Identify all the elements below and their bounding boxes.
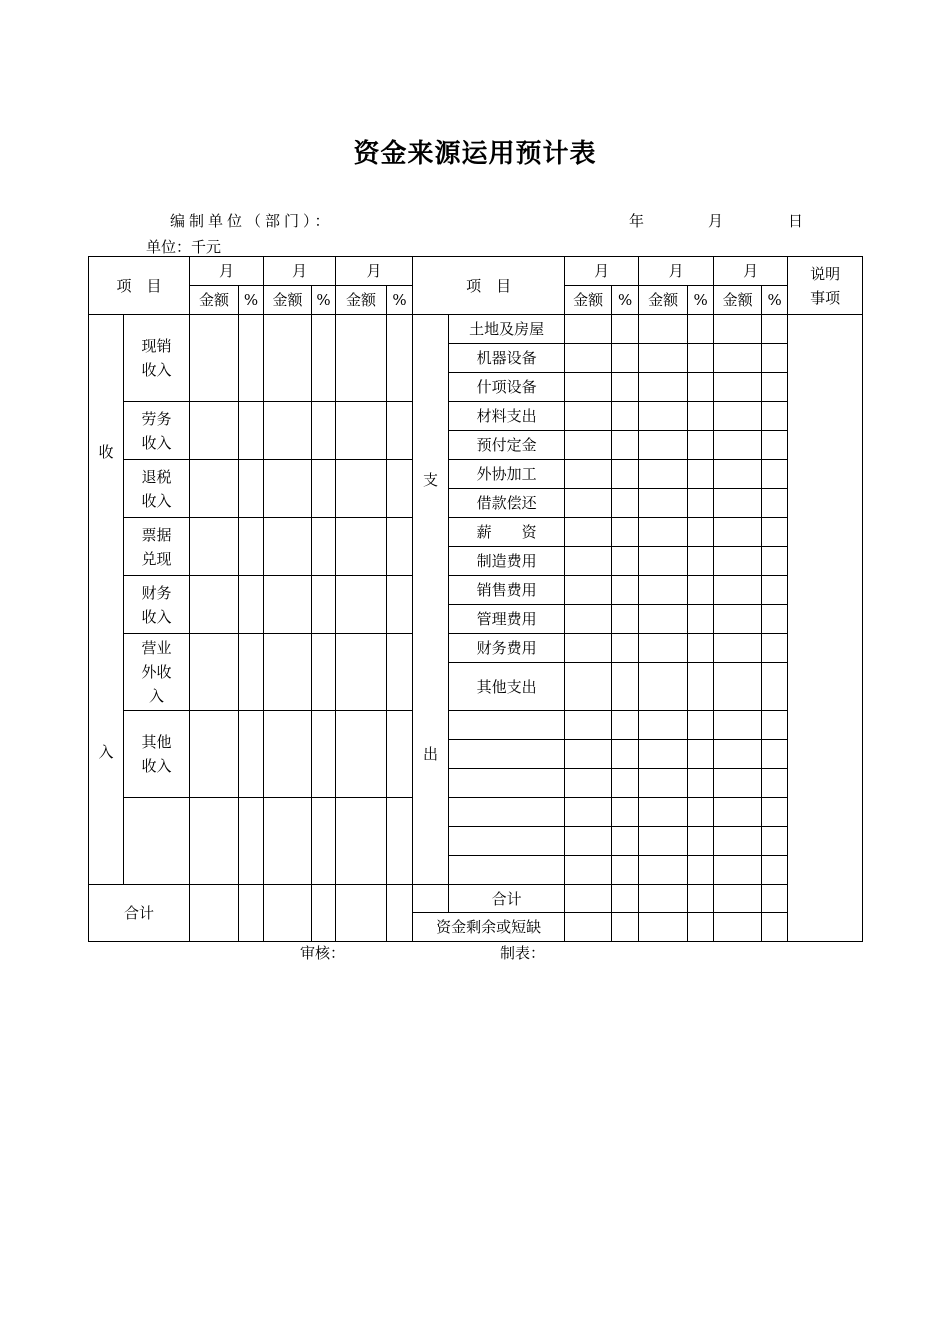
income-cell xyxy=(239,798,264,885)
income-cell xyxy=(387,711,413,798)
expense-cell xyxy=(688,460,714,489)
expense-month-header-3: 月 xyxy=(714,257,788,286)
expense-cell xyxy=(714,344,762,373)
expense-item-header: 项 目 xyxy=(413,257,565,315)
expense-cell xyxy=(612,827,639,856)
expense-cell xyxy=(714,576,762,605)
income-item-5 xyxy=(124,576,190,634)
expense-cell xyxy=(714,798,762,827)
expense-cell xyxy=(639,402,688,431)
expense-side-top: 支 xyxy=(423,470,439,489)
balance-cell xyxy=(688,913,714,942)
expense-blank-item xyxy=(449,798,565,827)
expense-cell xyxy=(714,769,762,798)
expense-cell xyxy=(565,663,612,711)
amount-header: 金额 xyxy=(565,286,612,315)
expense-total-cell xyxy=(612,885,639,913)
expense-cell xyxy=(612,373,639,402)
expense-item-6: 外协加工 xyxy=(449,460,565,489)
income-cell xyxy=(387,576,413,634)
income-total-label: 合计 xyxy=(89,885,190,942)
income-cell xyxy=(336,460,387,518)
expense-item-1: 土地及房屋 xyxy=(449,315,565,344)
income-cell xyxy=(312,798,336,885)
expense-item-4: 材料支出 xyxy=(449,402,565,431)
expense-cell xyxy=(612,663,639,711)
expense-item-3: 什项设备 xyxy=(449,373,565,402)
expense-cell xyxy=(612,798,639,827)
expense-cell xyxy=(612,740,639,769)
expense-cell xyxy=(639,315,688,344)
expense-cell xyxy=(688,798,714,827)
expense-cell xyxy=(714,740,762,769)
income-item-text: 现销 xyxy=(141,337,172,355)
income-cell xyxy=(336,634,387,711)
income-cell xyxy=(190,315,239,402)
income-cell xyxy=(190,634,239,711)
amount-header: 金额 xyxy=(714,286,762,315)
expense-cell xyxy=(714,431,762,460)
expense-total-cell xyxy=(714,885,762,913)
expense-cell xyxy=(565,344,612,373)
income-item-text: 票据 xyxy=(141,525,172,544)
expense-cell xyxy=(639,711,688,740)
expense-cell xyxy=(688,547,714,576)
remark-header xyxy=(788,257,863,315)
percent-header: % xyxy=(312,286,336,315)
year-label: 年 xyxy=(629,212,645,230)
income-cell xyxy=(264,711,312,798)
expense-cell xyxy=(688,711,714,740)
expense-cell xyxy=(639,431,688,460)
expense-cell xyxy=(714,663,762,711)
income-cell xyxy=(264,576,312,634)
expense-cell xyxy=(762,402,788,431)
expense-item-9: 制造费用 xyxy=(449,547,565,576)
income-side-label xyxy=(89,315,124,885)
income-cell xyxy=(239,634,264,711)
expense-cell xyxy=(688,402,714,431)
income-item-1 xyxy=(124,315,190,402)
expense-cell xyxy=(565,489,612,518)
income-cell xyxy=(336,711,387,798)
expense-cell xyxy=(762,769,788,798)
income-total-cell xyxy=(312,885,336,942)
page-title: 资金来源运用预计表 xyxy=(353,139,597,169)
income-cell xyxy=(312,634,336,711)
expense-cell xyxy=(762,460,788,489)
expense-cell xyxy=(612,769,639,798)
income-item-text: 收入 xyxy=(141,757,172,775)
expense-item-7: 借款偿还 xyxy=(449,489,565,518)
income-cell xyxy=(312,518,336,576)
expense-cell xyxy=(714,856,762,885)
income-cell xyxy=(264,518,312,576)
expense-item-8: 薪 资 xyxy=(449,518,565,547)
expense-cell xyxy=(612,576,639,605)
balance-label: 资金剩余或短缺 xyxy=(413,913,565,942)
expense-cell xyxy=(612,711,639,740)
expense-cell xyxy=(565,605,612,634)
expense-blank-item xyxy=(449,856,565,885)
balance-cell xyxy=(612,913,639,942)
expense-cell xyxy=(612,547,639,576)
income-blank-item xyxy=(124,798,190,885)
amount-header: 金额 xyxy=(190,286,239,315)
income-item-text: 收入 xyxy=(141,491,172,510)
income-side-top: 收 xyxy=(98,442,114,461)
expense-cell xyxy=(565,769,612,798)
income-total-cell xyxy=(264,885,312,942)
expense-cell xyxy=(612,856,639,885)
expense-cell xyxy=(565,711,612,740)
income-cell xyxy=(312,315,336,402)
income-cell xyxy=(239,402,264,460)
percent-header: % xyxy=(387,286,413,315)
balance-cell xyxy=(762,913,788,942)
expense-item-10: 销售费用 xyxy=(449,576,565,605)
expense-item-11: 管理费用 xyxy=(449,605,565,634)
expense-side-label xyxy=(413,315,449,885)
expense-total-label: 合计 xyxy=(449,885,565,913)
expense-cell xyxy=(565,373,612,402)
income-total-cell xyxy=(336,885,387,942)
expense-cell xyxy=(565,856,612,885)
expense-cell xyxy=(688,740,714,769)
expense-cell xyxy=(612,518,639,547)
income-item-text: 外收 xyxy=(141,663,172,681)
income-cell xyxy=(190,518,239,576)
expense-cell xyxy=(688,827,714,856)
income-month-header-3: 月 xyxy=(336,257,413,286)
expense-item-5: 预付定金 xyxy=(449,431,565,460)
income-item-text: 其他 xyxy=(141,733,172,751)
expense-cell xyxy=(565,740,612,769)
expense-cell xyxy=(688,489,714,518)
expense-cell xyxy=(565,576,612,605)
income-item-text: 收入 xyxy=(141,607,172,626)
income-cell xyxy=(336,402,387,460)
remark-header-line-2: 事项 xyxy=(810,288,841,307)
expense-cell xyxy=(612,431,639,460)
income-cell xyxy=(190,711,239,798)
expense-cell xyxy=(565,460,612,489)
expense-cell xyxy=(565,634,612,663)
expense-cell xyxy=(565,547,612,576)
income-item-text: 收入 xyxy=(141,361,172,379)
expense-cell xyxy=(714,547,762,576)
expense-cell xyxy=(639,663,688,711)
amount-header: 金额 xyxy=(264,286,312,315)
expense-cell xyxy=(565,798,612,827)
income-cell xyxy=(239,711,264,798)
prepare-label: 制表： xyxy=(500,944,546,962)
month-label: 月 xyxy=(708,212,724,230)
income-cell xyxy=(239,518,264,576)
income-cell xyxy=(387,315,413,402)
expense-cell xyxy=(639,769,688,798)
income-item-text: 收入 xyxy=(141,433,172,452)
expense-cell xyxy=(688,856,714,885)
income-cell xyxy=(312,711,336,798)
expense-cell xyxy=(612,605,639,634)
expense-cell xyxy=(639,856,688,885)
expense-cell xyxy=(688,769,714,798)
income-cell xyxy=(190,460,239,518)
expense-cell xyxy=(612,315,639,344)
expense-cell xyxy=(565,315,612,344)
expense-cell xyxy=(688,315,714,344)
balance-cell xyxy=(639,913,688,942)
income-item-text: 营业 xyxy=(141,639,172,657)
income-month-header-2: 月 xyxy=(264,257,336,286)
expense-cell xyxy=(714,373,762,402)
expense-cell xyxy=(762,827,788,856)
income-item-text: 兑现 xyxy=(141,549,172,568)
income-total-cell xyxy=(190,885,239,942)
expense-blank-item xyxy=(449,827,565,856)
amount-header: 金额 xyxy=(639,286,688,315)
expense-item-2: 机器设备 xyxy=(449,344,565,373)
income-cell xyxy=(264,798,312,885)
expense-cell xyxy=(639,460,688,489)
income-cell xyxy=(264,460,312,518)
income-item-3 xyxy=(124,460,190,518)
expense-month-header-1: 月 xyxy=(565,257,639,286)
income-cell xyxy=(387,798,413,885)
expense-cell xyxy=(565,431,612,460)
income-cell xyxy=(336,576,387,634)
income-cell xyxy=(312,402,336,460)
income-side-bottom: 入 xyxy=(98,742,114,761)
income-item-4 xyxy=(124,518,190,576)
expense-cell xyxy=(688,576,714,605)
percent-header: % xyxy=(239,286,264,315)
income-item-text: 财务 xyxy=(141,583,172,602)
expense-cell xyxy=(762,856,788,885)
expense-cell xyxy=(639,605,688,634)
income-cell xyxy=(190,576,239,634)
remark-cell xyxy=(788,315,863,942)
expense-cell xyxy=(714,605,762,634)
income-cell xyxy=(336,518,387,576)
expense-cell xyxy=(714,634,762,663)
expense-cell xyxy=(639,576,688,605)
income-item-text: 退税 xyxy=(141,467,172,486)
expense-cell xyxy=(762,518,788,547)
expense-total-cell xyxy=(762,885,788,913)
income-item-6 xyxy=(124,634,190,711)
income-cell xyxy=(312,460,336,518)
expense-cell xyxy=(688,605,714,634)
expense-cell xyxy=(639,344,688,373)
expense-cell xyxy=(639,489,688,518)
expense-cell xyxy=(714,827,762,856)
expense-total-cell xyxy=(639,885,688,913)
expense-cell xyxy=(565,827,612,856)
expense-cell xyxy=(714,518,762,547)
expense-cell xyxy=(688,373,714,402)
income-cell xyxy=(387,634,413,711)
expense-blank-item xyxy=(449,711,565,740)
percent-header: % xyxy=(612,286,639,315)
amount-header: 金额 xyxy=(336,286,387,315)
expense-cell xyxy=(762,431,788,460)
remark-header-line-1: 说明 xyxy=(810,264,841,283)
expense-cell xyxy=(612,460,639,489)
income-cell xyxy=(336,798,387,885)
expense-cell xyxy=(762,344,788,373)
expense-cell xyxy=(688,634,714,663)
income-month-header-1: 月 xyxy=(190,257,264,286)
expense-cell xyxy=(762,634,788,663)
expense-cell xyxy=(714,402,762,431)
income-cell xyxy=(239,576,264,634)
expense-side-tail xyxy=(413,885,449,913)
income-item-text: 入 xyxy=(149,687,165,705)
income-cell xyxy=(264,315,312,402)
expense-cell xyxy=(688,663,714,711)
expense-cell xyxy=(565,402,612,431)
expense-cell xyxy=(762,740,788,769)
expense-cell xyxy=(612,402,639,431)
expense-cell xyxy=(762,315,788,344)
expense-month-header-2: 月 xyxy=(639,257,714,286)
expense-total-cell xyxy=(565,885,612,913)
expense-item-13: 其他支出 xyxy=(449,663,565,711)
income-cell xyxy=(239,460,264,518)
expense-cell xyxy=(714,315,762,344)
expense-cell xyxy=(762,547,788,576)
expense-blank-item xyxy=(449,740,565,769)
expense-cell xyxy=(762,576,788,605)
percent-header: % xyxy=(688,286,714,315)
dept-label: 编制单位（部门）： xyxy=(170,212,334,230)
income-total-cell xyxy=(239,885,264,942)
unit-label: 单位：千元 xyxy=(146,238,222,256)
expense-cell xyxy=(612,344,639,373)
income-cell xyxy=(387,518,413,576)
income-total-cell xyxy=(387,885,413,942)
expense-total-cell xyxy=(688,885,714,913)
income-item-header: 项 目 xyxy=(89,257,190,315)
income-cell xyxy=(336,315,387,402)
income-cell xyxy=(387,460,413,518)
expense-side-bottom: 出 xyxy=(423,744,439,763)
expense-cell xyxy=(762,798,788,827)
expense-cell xyxy=(688,518,714,547)
expense-cell xyxy=(688,344,714,373)
expense-cell xyxy=(639,518,688,547)
income-cell xyxy=(264,634,312,711)
expense-cell xyxy=(762,605,788,634)
expense-cell xyxy=(762,373,788,402)
review-label: 审核： xyxy=(300,944,346,962)
expense-cell xyxy=(762,711,788,740)
expense-cell xyxy=(688,431,714,460)
expense-cell xyxy=(714,460,762,489)
expense-cell xyxy=(714,489,762,518)
expense-cell xyxy=(612,489,639,518)
balance-cell xyxy=(565,913,612,942)
expense-cell xyxy=(639,798,688,827)
expense-cell xyxy=(639,547,688,576)
income-cell xyxy=(264,402,312,460)
expense-cell xyxy=(565,518,612,547)
expense-cell xyxy=(639,740,688,769)
income-cell xyxy=(190,798,239,885)
income-item-text: 劳务 xyxy=(141,409,172,428)
expense-cell xyxy=(762,489,788,518)
expense-cell xyxy=(762,663,788,711)
percent-header: % xyxy=(762,286,788,315)
expense-cell xyxy=(714,711,762,740)
expense-cell xyxy=(612,634,639,663)
expense-cell xyxy=(639,634,688,663)
income-cell xyxy=(387,402,413,460)
balance-cell xyxy=(714,913,762,942)
expense-cell xyxy=(639,827,688,856)
income-item-2 xyxy=(124,402,190,460)
expense-item-12: 财务费用 xyxy=(449,634,565,663)
income-cell xyxy=(239,315,264,402)
expense-blank-item xyxy=(449,769,565,798)
income-cell xyxy=(312,576,336,634)
income-cell xyxy=(190,402,239,460)
expense-cell xyxy=(639,373,688,402)
budget-table xyxy=(88,256,863,942)
day-label: 日 xyxy=(788,212,804,230)
income-item-7 xyxy=(124,711,190,798)
